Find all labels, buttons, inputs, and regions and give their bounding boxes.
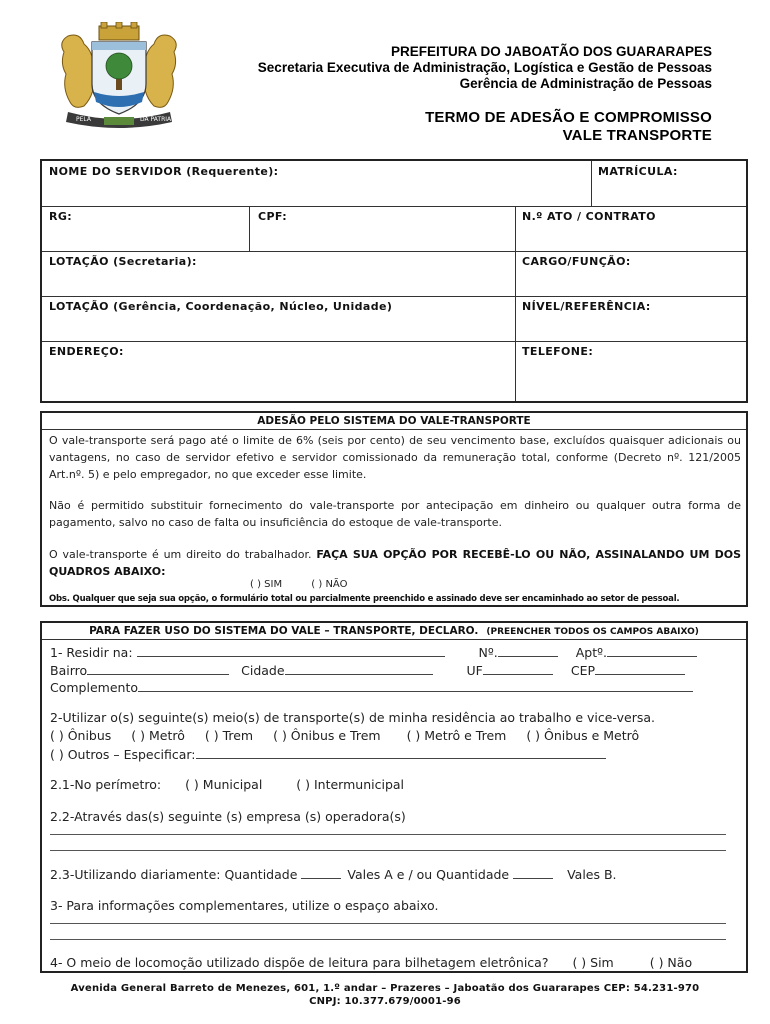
meio-metro-trem-checkbox[interactable]: ( ) Metrô e Trem — [406, 728, 507, 743]
complemento-input[interactable] — [138, 679, 693, 692]
bilhetagem-nao-checkbox[interactable]: ( ) Não — [649, 955, 693, 970]
ato-contrato-field[interactable]: N.º ATO / CONTRATO — [522, 210, 656, 223]
nivel-referencia-field[interactable]: NÍVEL/REFERÊNCIA: — [522, 300, 651, 313]
endereco-field[interactable]: ENDEREÇO: — [49, 345, 124, 358]
meio-onibus-metro-checkbox[interactable]: ( ) Ônibus e Metrô — [526, 728, 640, 743]
footer-cnpj: CNPJ: 10.377.679/0001-96 — [309, 996, 461, 1007]
item-2-text: 2-Utilizar o(s) seguinte(s) meio(s) de transporte(s) de minha residência ao trabalho e vice-versa. — [50, 710, 655, 725]
residir-line: 1- Residir na: Nº. Aptº. — [50, 644, 697, 660]
adesao-paragraph-3: O vale-transporte é um direito do trabalhador. FAÇA SUA OPÇÃO POR RECEBÊ-LO OU NÃO, ASSINALANDO UM DOS QUADROS ABAIXO: — [49, 548, 741, 578]
item-3-text: 3- Para informações complementares, utilize o espaço abaixo. — [50, 898, 439, 913]
meios-transporte-options — [50, 728, 639, 743]
nome-servidor-field[interactable]: NOME DO SERVIDOR (Requerente): — [49, 165, 279, 178]
document-subtitle: VALE TRANSPORTE — [562, 127, 712, 144]
matricula-field[interactable]: MATRÍCULA: — [598, 165, 678, 178]
cidade-input[interactable] — [285, 662, 433, 675]
uf-input[interactable] — [483, 662, 553, 675]
bairro-input[interactable] — [87, 662, 229, 675]
quantidade-vales-b-input[interactable] — [513, 866, 553, 879]
apto-input[interactable] — [607, 644, 697, 657]
rua-input[interactable] — [137, 644, 445, 657]
crest-banner-left-text: PELA — [76, 116, 91, 123]
perimetro-line: 2.1-No perímetro: ( ) Municipal ( ) Intermunicipal — [50, 777, 405, 792]
lotacao-secretaria-field[interactable]: LOTAÇÃO (Secretaria): — [49, 255, 197, 268]
bairro-line: Bairro Cidade UF CEP — [50, 662, 685, 678]
perimetro-municipal-checkbox[interactable]: ( ) Municipal — [185, 777, 263, 792]
item-4-line: 4- O meio de locomoção utilizado dispõe de leitura para bilhetagem eletrônica? ( ) Sim ( ) Não — [50, 955, 693, 970]
lotacao-gerencia-field[interactable]: LOTAÇÃO (Gerência, Coordenação, Núcleo, Unidade) — [49, 300, 393, 313]
municipal-coat-of-arms-icon — [54, 22, 184, 132]
outros-especificar-input[interactable] — [196, 746, 606, 759]
adesao-box — [40, 411, 748, 607]
declaracao-title: PARA FAZER USO DO SISTEMA DO VALE – TRANSPORTE, DECLARO. (PREENCHER TODOS OS CAMPOS ABAIXO) — [42, 625, 746, 640]
cep-input[interactable] — [595, 662, 685, 675]
adesao-options — [250, 579, 373, 590]
meio-trem-checkbox[interactable]: ( ) Trem — [204, 728, 254, 743]
header-secretaria: Secretaria Executiva de Administração, Logística e Gestão de Pessoas — [257, 60, 712, 75]
cpf-field[interactable]: CPF: — [258, 210, 288, 223]
numero-input[interactable] — [498, 644, 558, 657]
cargo-funcao-field[interactable]: CARGO/FUNÇÃO: — [522, 255, 631, 268]
empresa-input-line-2[interactable] — [50, 850, 726, 851]
outros-line — [50, 746, 606, 762]
perimetro-intermunicipal-checkbox[interactable]: ( ) Intermunicipal — [296, 777, 405, 792]
adesao-paragraph-1: O vale-transporte será pago até o limite de 6% (seis por cento) de seu vencimento base, excluídos quaisquer adicionais ou vantagens, no caso de servidor efetivo e servidor comissionado da remuneração total, conforme (Decreto nº. 121/2005 Art.nº. 5) e pelo empregador, no que exceder esse limite. — [49, 434, 741, 481]
servidor-data-box — [40, 159, 748, 403]
document-title: TERMO DE ADESÃO E COMPROMISSO — [425, 109, 712, 126]
complementares-input-line-2[interactable] — [50, 939, 726, 940]
header-gerencia: Gerência de Administração de Pessoas — [459, 76, 712, 91]
meio-onibus-trem-checkbox[interactable]: ( ) Ônibus e Trem — [273, 728, 381, 743]
header-prefeitura: PREFEITURA DO JABOATÃO DOS GUARARAPES — [390, 44, 712, 59]
item-2-2-text: 2.2-Através das(s) seguinte (s) empresa (s) operadora(s) — [50, 809, 406, 824]
adesao-obs: Obs. Qualquer que seja sua opção, o formulário total ou parcialmente preenchido e assinado deve ser encaminhado ao setor de pessoal. — [49, 594, 680, 604]
opt-sim-checkbox[interactable]: ( ) SIM — [250, 579, 283, 590]
rg-field[interactable]: RG: — [49, 210, 73, 223]
quantidade-vales-a-input[interactable] — [301, 866, 341, 879]
adesao-title: ADESÃO PELO SISTEMA DO VALE-TRANSPORTE — [42, 415, 746, 430]
adesao-paragraph-2: Não é permitido substituir fornecimento do vale-transporte por antecipação em dinheiro ou qualquer outra forma de pagamento, salvo no caso de falta ou insuficiência do estoque de vale-transporte. — [49, 499, 741, 529]
bilhetagem-sim-checkbox[interactable]: ( ) Sim — [572, 955, 614, 970]
opt-nao-checkbox[interactable]: ( ) NÃO — [311, 579, 348, 590]
footer-address: Avenida General Barreto de Menezes, 601, 1.º andar – Prazeres – Jaboatão dos Guararapes CEP: 54.231-970 — [70, 983, 700, 994]
meio-onibus-checkbox[interactable]: ( ) Ônibus — [50, 728, 112, 743]
meio-outros-checkbox[interactable]: ( ) Outros – Especificar: — [50, 747, 196, 762]
declaracao-box — [40, 621, 748, 973]
telefone-field[interactable]: TELEFONE: — [522, 345, 594, 358]
quantidade-line: 2.3-Utilizando diariamente: Quantidade Vales A e / ou Quantidade Vales B. — [50, 867, 617, 882]
empresa-input-line-1[interactable] — [50, 834, 726, 835]
complementares-input-line-1[interactable] — [50, 923, 726, 924]
meio-metro-checkbox[interactable]: ( ) Metrô — [131, 728, 185, 743]
crest-banner-right-text: DA PATRIA — [140, 116, 172, 123]
complemento-line: Complemento — [50, 679, 693, 695]
